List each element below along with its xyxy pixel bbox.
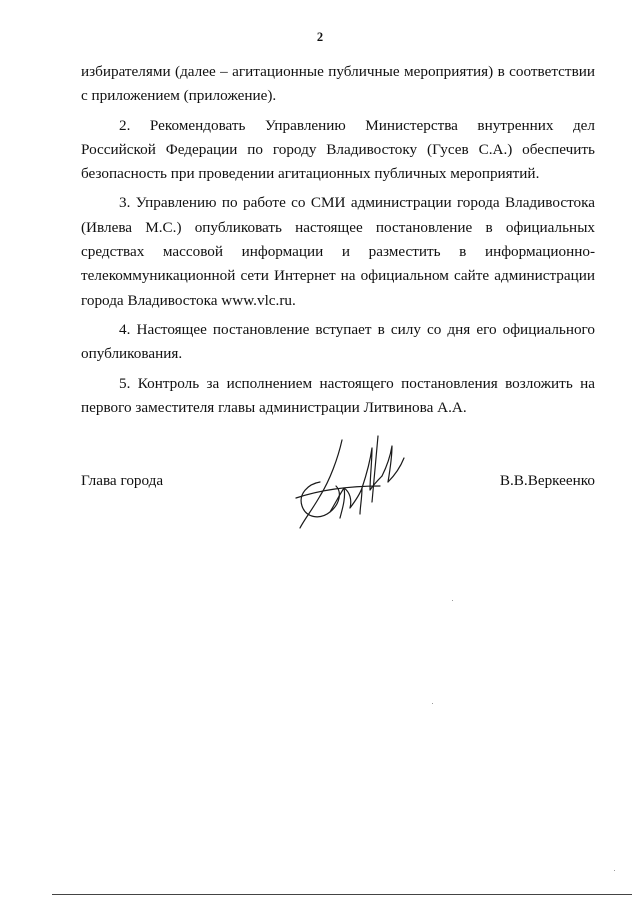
document-body [81,60,595,425]
handwritten-signature [290,428,420,538]
scan-speck [614,870,615,871]
paragraph-item-3: 3. Управлению по работе со СМИ администрации города Владивостока (Ивлева М.С.) опубликовать настоящее постановление в официальных средствах массовой информации и разместить в информационно-телекоммуникационной сети Интернет на официальном сайте администрации города Владивостока www.vlc.ru. [81,194,595,309]
paragraph-item-5: 5. Контроль за исполнением настоящего постановления возложить на первого заместителя главы администрации Литвинова А.А. [81,374,595,416]
scan-speck [432,703,433,704]
signer-name: В.В.Веркеенко [499,472,595,489]
paragraph-continuation: избирателями (далее – агитационные публичные мероприятия) в соответствии с приложением (приложение). [81,63,595,105]
scan-speck [452,600,453,601]
paragraph-item-2: 2. Рекомендовать Управлению Министерства внутренних дел Российской Федерации по городу Владивостоку (Гусев С.А.) обеспечить безопасность при проведении агитационных публичных мероприятий. [81,116,595,183]
paragraph-item-4: 4. Настоящее постановление вступает в силу со дня его официального опубликования. [81,320,595,363]
page-number: 2 [316,30,324,44]
position-title: Глава города [81,472,164,489]
bottom-border-line [52,894,632,895]
